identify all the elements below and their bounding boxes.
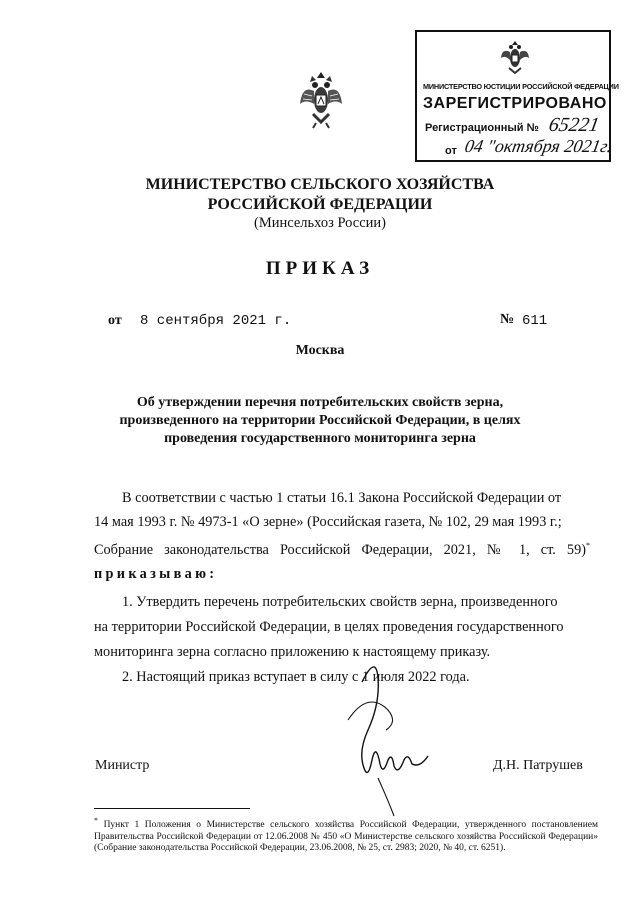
title-line: проведения государственного мониторинга зерна xyxy=(164,431,476,446)
coat-of-arms-icon xyxy=(298,70,344,130)
date-prefix: от xyxy=(108,313,122,328)
ministry-name xyxy=(0,175,640,215)
registration-stamp xyxy=(415,30,619,162)
footnote xyxy=(94,815,598,855)
footnote-mark: * xyxy=(94,816,98,825)
paragraph-line xyxy=(94,541,590,559)
item-line: 1. Утвердить перечень потребительских свойств зерна, произведенного xyxy=(122,594,558,610)
signer-name: Д.Н. Патрушев xyxy=(493,758,583,773)
stamp-ministry-line: МИНИСТЕРСТВО ЮСТИЦИИ РОССИЙСКОЙ ФЕДЕРАЦИИ xyxy=(423,82,619,91)
ministry-name-line1: МИНИСТЕРСТВО СЕЛЬСКОГО ХОЗЯЙСТВА xyxy=(145,176,495,193)
order-date: 8 сентября 2021 г. xyxy=(140,313,292,329)
number-label: № xyxy=(500,312,515,327)
stamp-reg-number: 65221 xyxy=(547,114,602,136)
item-line: мониторинга зерна согласно приложению к настоящему приказу. xyxy=(94,644,491,660)
paragraph-line: В соответствии с частью 1 статьи 16.1 Закона Российской Федерации от xyxy=(122,490,562,506)
footnote-text: Пункт 1 Положения о Министерстве сельского хозяйства Российской Федерации, утвержденного постановлением Правительства Российской Федерации от 12.06.2008 № 450 «О Министерстве сельского хозяйства Российской Федерации» (Собрание законодательства Российской Федерации, 23.06.2008, № 25, ст. 2983; 2020, № 40, ст. 6251). xyxy=(94,820,599,854)
ministry-short-name: (Минсельхоз России) xyxy=(254,215,386,231)
ministry-name-line2: РОССИЙСКОЙ ФЕДЕРАЦИИ xyxy=(207,196,433,213)
document-title xyxy=(0,394,640,448)
coat-of-arms-icon xyxy=(499,38,531,76)
item-line: на территории Российской Федерации, в целях проведения государственного xyxy=(94,619,564,635)
footnote-ref: * xyxy=(586,541,590,550)
title-line: произведенного на территории Российской Федерации, в целях xyxy=(119,413,521,428)
handwritten-signature xyxy=(328,660,438,820)
stamp-reg-label: Регистрационный № xyxy=(425,122,539,134)
city: Москва xyxy=(295,343,345,358)
footnote-divider xyxy=(94,808,250,809)
order-number: 611 xyxy=(522,313,548,329)
paragraph-text: Собрание законодательства Российской Федерации, 2021, № 1, ст. 59) xyxy=(94,541,586,558)
stamp-date-value: 04 "октября 2021г. xyxy=(463,136,614,156)
title-line: Об утверждении перечня потребительских свойств зерна, xyxy=(136,395,504,410)
stamp-date-prefix: от xyxy=(445,145,457,157)
stamp-registered: ЗАРЕГИСТРИРОВАНО xyxy=(423,95,607,112)
item-line: 2. Настоящий приказ вступает в силу с 1 июля 2022 года. xyxy=(122,669,470,685)
paragraph-line: 14 мая 1993 г. № 4973-1 «О зерне» (Российская газета, № 102, 29 мая 1993 г.; xyxy=(94,514,562,530)
order-verb: приказываю: xyxy=(94,566,218,582)
signer-position: Министр xyxy=(95,758,150,773)
document-type: ПРИКАЗ xyxy=(265,258,375,279)
